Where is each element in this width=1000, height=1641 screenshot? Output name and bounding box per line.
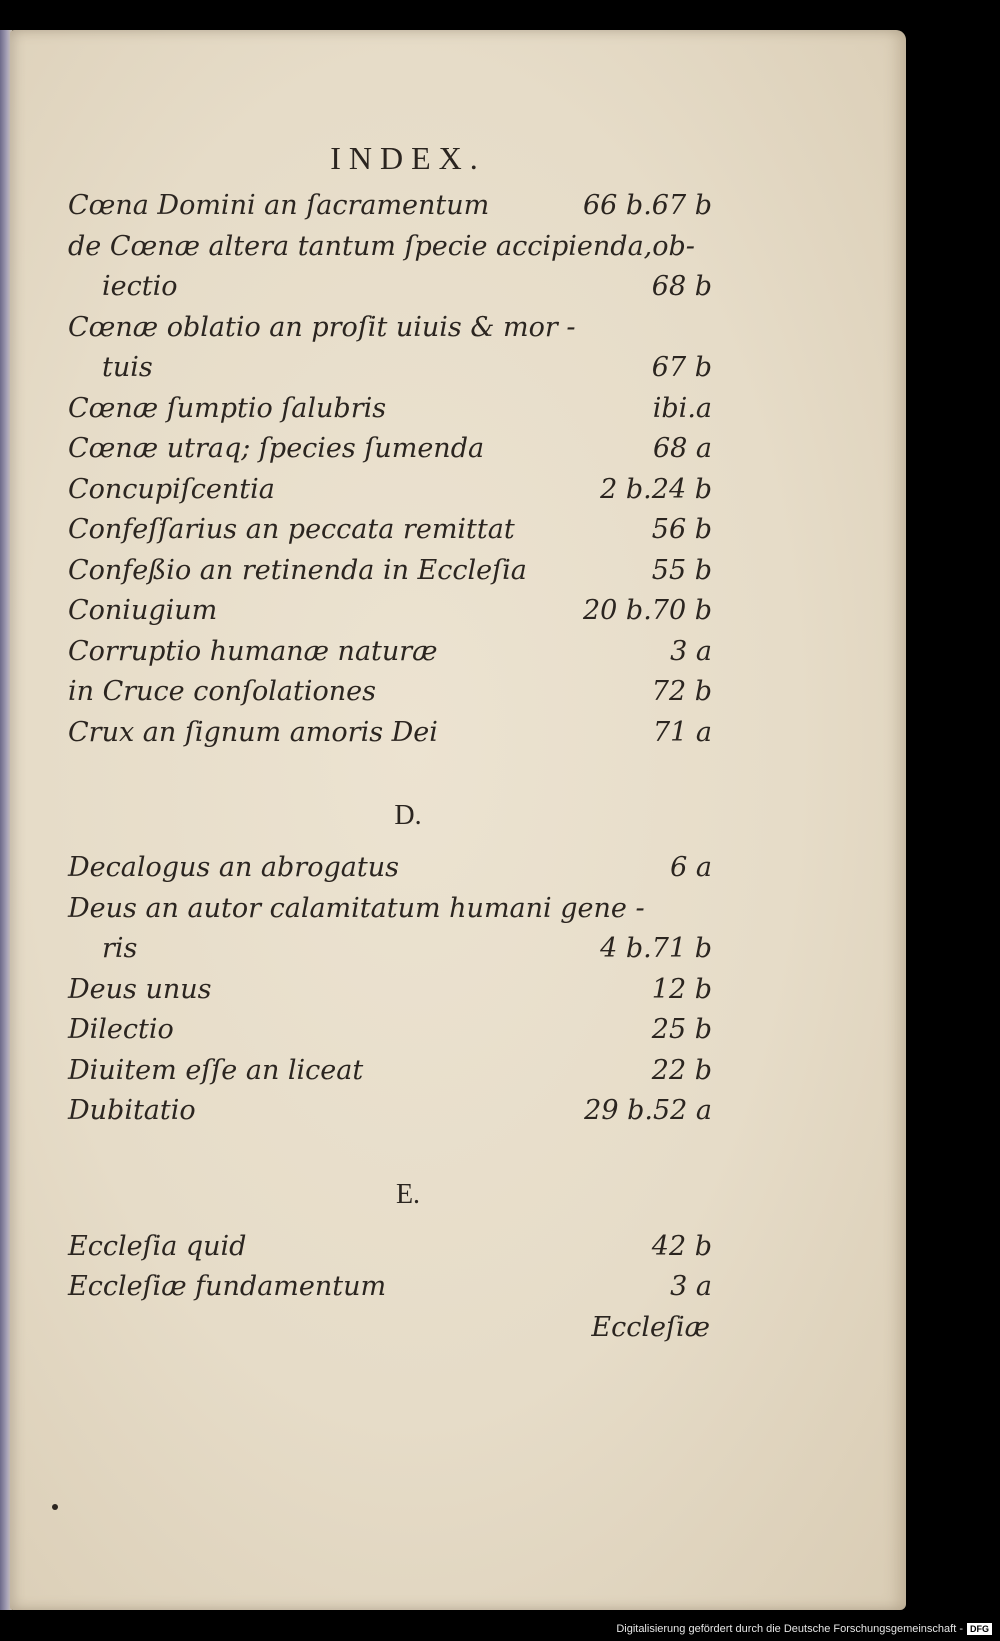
entry-term: Dilectio xyxy=(68,1014,174,1045)
entry-page-ref: 4 b.71 b xyxy=(600,933,712,964)
entry-term: Eccleſiæ fundamentum xyxy=(68,1271,387,1302)
index-entry xyxy=(68,848,712,889)
entry-page-ref: 12 b xyxy=(651,973,712,1005)
entry-page-ref: 72 b xyxy=(651,676,712,707)
section-gap xyxy=(68,1215,708,1227)
entry-page-ref: 6 a xyxy=(670,852,712,883)
index-entry xyxy=(68,227,708,268)
entry-term: Eccleſia quid xyxy=(68,1230,247,1262)
index-entry xyxy=(68,308,708,349)
entry-page-ref: 68 a xyxy=(652,433,712,464)
ink-speck xyxy=(52,1504,58,1510)
entry-term: Confeßio an retinenda in Eccleſia xyxy=(68,554,527,586)
entry-term: Corruptio humanæ naturæ xyxy=(68,635,438,667)
index-entry xyxy=(68,1091,712,1132)
index-entry xyxy=(68,970,712,1011)
entry-page-ref: 67 b xyxy=(651,352,712,383)
index-sections xyxy=(68,186,712,1308)
entry-page-ref: 22 b xyxy=(651,1054,712,1086)
section-gap xyxy=(68,836,708,848)
entry-term: Cœnæ ſumptio ſalubris xyxy=(68,392,387,424)
index-entry xyxy=(68,186,712,227)
index-entry xyxy=(68,1051,712,1092)
entry-term: Concupiſcentia xyxy=(68,473,275,505)
index-entry xyxy=(68,470,712,511)
section-letter: D. xyxy=(394,800,422,831)
entry-term: ris xyxy=(102,933,138,964)
index-entry xyxy=(68,1227,712,1268)
index-entry xyxy=(68,1010,712,1051)
entry-term: Cœnæ oblatio an proſit uiuis & mor - xyxy=(68,311,576,343)
digitization-footer xyxy=(616,1623,992,1635)
entry-term: Crux an ſignum amoris Dei xyxy=(68,716,438,748)
index-entry xyxy=(68,889,708,930)
index-entry xyxy=(68,713,712,754)
entry-term: Coniugium xyxy=(68,595,218,626)
entry-term: Deus an autor calamitatum humani gene - xyxy=(68,892,645,924)
dfg-logo: DFG xyxy=(967,1623,992,1635)
catchword: Eccleſiæ xyxy=(591,1311,710,1343)
section-gap xyxy=(68,753,708,796)
index-entry xyxy=(68,551,712,592)
entry-term: Confeſſarius an peccata remittat xyxy=(68,514,515,545)
entry-page-ref: ibi.a xyxy=(652,392,712,424)
entry-page-ref: 25 b xyxy=(651,1014,712,1045)
entry-term: de Cœnæ altera tantum ſpecie accipienda,ob- xyxy=(68,230,695,262)
entry-page-ref: 68 b xyxy=(651,271,712,302)
index-entry xyxy=(68,929,712,970)
entry-term: Deus unus xyxy=(68,973,212,1005)
entry-page-ref: 2 b.24 b xyxy=(600,473,712,505)
entry-term: iectio xyxy=(102,271,178,302)
index-entry xyxy=(68,1267,712,1308)
entry-term: Cœnæ utraq; ſpecies ſumenda xyxy=(68,433,485,464)
entry-page-ref: 55 b xyxy=(651,554,712,586)
book-page xyxy=(10,30,906,1610)
entry-page-ref: 56 b xyxy=(651,514,712,545)
entry-term: in Cruce conſolationes xyxy=(68,676,376,707)
page-header: INDEX. xyxy=(330,140,486,176)
index-entry xyxy=(68,267,712,308)
index-entry xyxy=(68,672,712,713)
index-entry xyxy=(68,591,712,632)
catchword-line xyxy=(68,1308,708,1348)
entry-page-ref: 66 b.67 b xyxy=(582,190,712,221)
entry-term: Diuitem eſſe an liceat xyxy=(68,1054,364,1086)
entry-page-ref: 3 a xyxy=(670,635,712,667)
entry-term: Decalogus an abrogatus xyxy=(68,852,399,883)
footer-credit: Digitalisierung gefördert durch die Deutsche Forschungsgemeinschaft - xyxy=(616,1623,963,1635)
entry-page-ref: 29 b.52 a xyxy=(584,1095,712,1126)
index-entry xyxy=(68,389,712,430)
index-entry xyxy=(68,348,712,389)
entry-page-ref: 42 b xyxy=(651,1230,712,1262)
entry-page-ref: 20 b.70 b xyxy=(582,595,712,626)
entry-term: tuis xyxy=(102,352,153,383)
entry-page-ref: 71 a xyxy=(652,716,712,748)
index-entry xyxy=(68,510,712,551)
entry-page-ref: 3 a xyxy=(670,1271,712,1302)
entry-term: Cœna Domini an ſacramentum xyxy=(68,190,490,221)
index-entry xyxy=(68,632,712,673)
index-entry xyxy=(68,429,712,470)
section-gap xyxy=(68,1132,708,1175)
entry-term: Dubitatio xyxy=(68,1095,196,1126)
index-content xyxy=(68,130,712,1348)
section-letter: E. xyxy=(395,1178,421,1210)
